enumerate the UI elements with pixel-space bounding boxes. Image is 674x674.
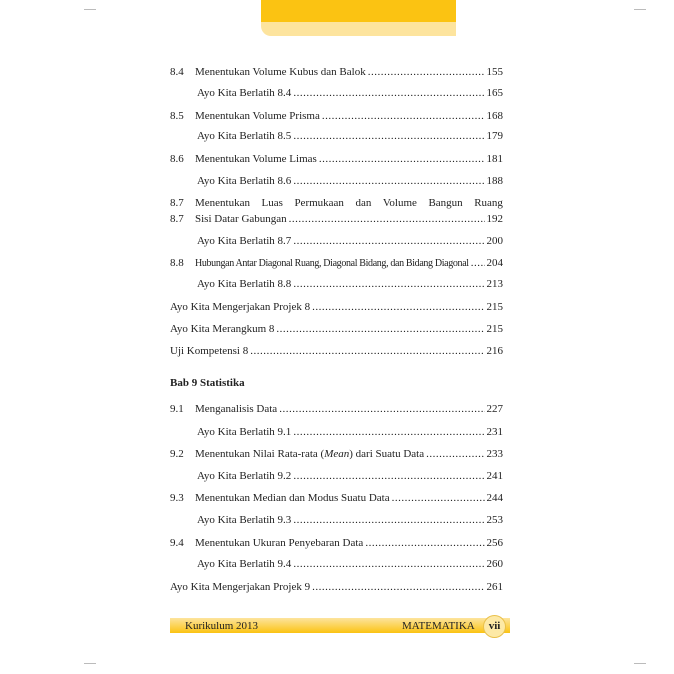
dot-leader — [392, 491, 485, 505]
entry-word: Luas — [261, 197, 283, 209]
section-number: 8.7 — [170, 197, 184, 209]
page-number: 261 — [486, 581, 503, 593]
toc-entry — [170, 256, 503, 271]
entry-title: Ayo Kita Berlatih 8.8 — [197, 278, 292, 290]
page-number: 213 — [486, 278, 503, 290]
page-number: 155 — [486, 66, 503, 78]
page-number: 256 — [486, 537, 503, 549]
dot-leader — [293, 129, 484, 143]
section-number: 8.8 — [170, 257, 184, 269]
footer-curriculum: Kurikulum 2013 — [185, 620, 259, 632]
entry-8-7-line1 — [195, 196, 503, 210]
entry-title: Ayo Kita Berlatih 9.1 — [197, 426, 292, 438]
toc-entry — [170, 129, 503, 143]
entry-title: Ayo Kita Mengerjakan Projek 8 — [170, 301, 311, 313]
entry-word: Permukaan — [294, 197, 344, 209]
toc-entry — [170, 469, 503, 483]
page-number-badge: vii — [483, 615, 506, 638]
dot-leader — [293, 425, 484, 439]
entry-word: Menentukan — [195, 197, 250, 209]
crop-mark — [84, 9, 96, 10]
page-number: 216 — [486, 345, 503, 357]
section-number: 9.3 — [170, 492, 184, 504]
header-band — [261, 0, 456, 22]
toc-entry — [170, 513, 503, 527]
entry-title: Ayo Kita Berlatih 8.7 — [197, 235, 292, 247]
page-number: 188 — [486, 175, 503, 187]
section-number: 9.4 — [170, 537, 184, 549]
entry-title: Menentukan Median dan Modus Suatu Data — [195, 492, 390, 504]
page-number: 179 — [486, 130, 503, 142]
dot-leader — [293, 277, 484, 291]
toc-entry — [170, 536, 503, 550]
page-number: 200 — [486, 235, 503, 247]
toc-entry — [170, 152, 503, 166]
dot-leader — [368, 65, 485, 79]
entry-title: Menentukan Nilai Rata-rata (Mean) dari Suatu Data — [195, 448, 425, 460]
dot-leader — [471, 256, 485, 270]
page-number: 165 — [486, 87, 503, 99]
entry-title: Ayo Kita Berlatih 8.4 — [197, 87, 292, 99]
page-number: 231 — [486, 426, 503, 438]
toc-entry — [170, 300, 503, 314]
page-number: 215 — [486, 323, 503, 335]
entry-title: Ayo Kita Berlatih 8.6 — [197, 175, 292, 187]
entry-title: Ayo Kita Berlatih 9.4 — [197, 558, 292, 570]
dot-leader — [293, 86, 484, 100]
entry-title: Ayo Kita Berlatih 8.5 — [197, 130, 292, 142]
entry-title: Menentukan Volume Limas — [195, 153, 317, 165]
crop-mark — [634, 9, 646, 10]
page-number: 215 — [486, 301, 503, 313]
dot-leader — [426, 447, 484, 461]
toc-entry — [170, 65, 503, 79]
page-number: 168 — [486, 110, 503, 122]
page-number: 253 — [486, 514, 503, 526]
page-number: 204 — [486, 257, 503, 269]
toc-entry — [170, 109, 503, 123]
toc-entry — [170, 234, 503, 248]
toc-entry — [170, 425, 503, 439]
entry-title: Sisi Datar Gabungan — [195, 213, 287, 225]
entry-word: Volume — [382, 197, 417, 209]
entry-title: Ayo Kita Mengerjakan Projek 9 — [170, 581, 311, 593]
entry-word: Ruang — [474, 197, 503, 209]
section-number: 8.5 — [170, 110, 184, 122]
toc-entry — [170, 86, 503, 100]
dot-leader — [293, 469, 484, 483]
chapter-heading: Bab 9 Statistika — [170, 377, 245, 389]
entry-title: Menganalisis Data — [195, 403, 278, 415]
toc-entry — [170, 212, 503, 226]
dot-leader — [293, 557, 484, 571]
dot-leader — [293, 513, 484, 527]
crop-mark — [634, 663, 646, 664]
entry-word: Bangun — [428, 197, 463, 209]
toc-entry — [170, 580, 503, 594]
toc-entry — [170, 322, 503, 336]
dot-leader — [250, 344, 484, 358]
dot-leader — [276, 322, 484, 336]
crop-mark — [84, 663, 96, 664]
entry-title: Menentukan Ukuran Penyebaran Data — [195, 537, 364, 549]
section-number: 8.7 — [170, 213, 184, 225]
page-number: 181 — [486, 153, 503, 165]
section-number: 9.1 — [170, 403, 184, 415]
page-number: 244 — [486, 492, 503, 504]
entry-title: Menentukan Volume Kubus dan Balok — [195, 66, 366, 78]
dot-leader — [322, 109, 485, 123]
dot-leader — [279, 402, 484, 416]
toc-entry — [170, 557, 503, 571]
entry-title: Uji Kompetensi 8 — [170, 345, 249, 357]
dot-leader — [312, 580, 484, 594]
page-number: 227 — [486, 403, 503, 415]
footer-subject: MATEMATIKA — [402, 620, 475, 632]
entry-title: Ayo Kita Merangkum 8 — [170, 323, 275, 335]
section-number: 8.6 — [170, 153, 184, 165]
toc-entry — [170, 344, 503, 358]
toc-entry — [170, 491, 503, 505]
toc-entry — [170, 402, 503, 416]
entry-title: Menentukan Volume Prisma — [195, 110, 320, 122]
page-number: 192 — [486, 213, 503, 225]
dot-leader — [293, 234, 484, 248]
page-number: 241 — [486, 470, 503, 482]
section-number: 8.4 — [170, 66, 184, 78]
dot-leader — [319, 152, 485, 166]
dot-leader — [293, 174, 484, 188]
dot-leader — [289, 212, 485, 226]
dot-leader — [312, 300, 484, 314]
dot-leader — [365, 536, 484, 550]
page-number: 233 — [486, 448, 503, 460]
entry-word: dan — [355, 197, 372, 209]
header-band-light — [261, 22, 456, 36]
toc-entry — [170, 277, 503, 291]
toc-entry — [170, 447, 503, 461]
page-number: 260 — [486, 558, 503, 570]
section-number: 9.2 — [170, 448, 184, 460]
toc-entry — [170, 174, 503, 188]
entry-title: Ayo Kita Berlatih 9.2 — [197, 470, 292, 482]
entry-title: Hubungan Antar Diagonal Ruang, Diagonal Bidang, dan Bidang Diagonal — [195, 258, 469, 269]
entry-title: Ayo Kita Berlatih 9.3 — [197, 514, 292, 526]
